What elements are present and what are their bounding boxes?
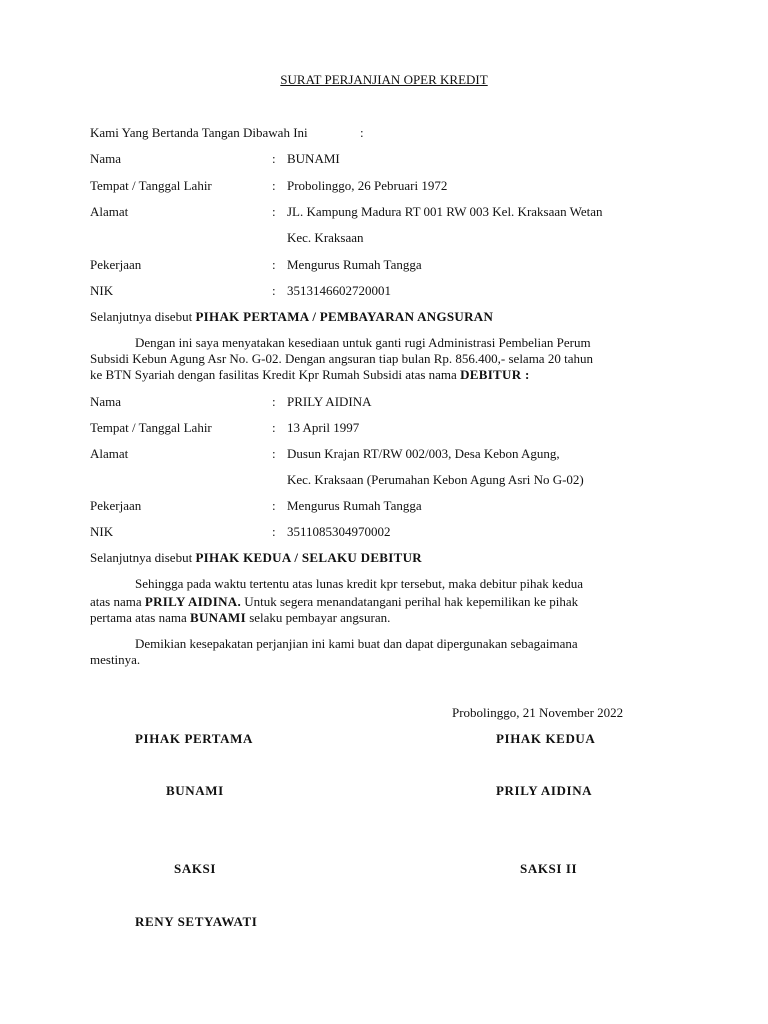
closing-line: mestinya. [90, 652, 141, 667]
agreement-line: Sehingga pada waktu tertentu atas lunas kredit kpr tersebut, maka debitur pihak kedua [135, 576, 583, 591]
party2-job-label: Pekerjaan [90, 498, 142, 513]
statement-line: Dengan ini saya menyatakan kesediaan untuk ganti rugi Administrasi Pembelian Perum [135, 335, 591, 350]
agreement-line [90, 594, 578, 610]
party1-nik-label: NIK [90, 283, 114, 298]
debitur-label: DEBITUR : [460, 367, 530, 382]
statement-line-text: ke BTN Syariah dengan fasilitas Kredit Kpr Rumah Subsidi atas nama [90, 367, 457, 382]
colon: : [272, 524, 276, 539]
witness1-name: RENY SETYAWATI [135, 914, 258, 929]
designation-prefix: Selanjutnya disebut [90, 550, 193, 565]
agreement-text: pertama atas nama [90, 610, 187, 625]
place-date: Probolinggo, 21 November 2022 [452, 705, 624, 720]
party1-address-label: Alamat [90, 204, 129, 219]
party2-designation-title: PIHAK KEDUA / SELAKU DEBITUR [195, 550, 422, 565]
party2-nik-value: 3511085304970002 [287, 524, 391, 539]
colon: : [272, 420, 276, 435]
left-signatory-name: BUNAMI [166, 783, 224, 798]
party2-nik-label: NIK [90, 524, 114, 539]
colon: : [272, 178, 276, 193]
party1-designation-title: PIHAK PERTAMA / PEMBAYARAN ANGSURAN [195, 309, 494, 324]
party2-designation [90, 550, 422, 566]
party2-address-label: Alamat [90, 446, 129, 461]
statement-line: Subsidi Kebun Agung Asr No. G-02. Dengan angsuran tiap bulan Rp. 856.400,- selama 20 tahun [90, 351, 593, 366]
payer-name: BUNAMI [189, 610, 246, 625]
party1-job-label: Pekerjaan [90, 257, 142, 272]
party2-name-label: Nama [90, 394, 122, 409]
agreement-text: atas nama [90, 594, 142, 609]
designation-prefix: Selanjutnya disebut [90, 309, 193, 324]
closing-line: Demikian kesepakatan perjanjian ini kami buat dan dapat dipergunakan sebagaimana [135, 636, 578, 651]
party1-address-value-line2: Kec. Kraksaan [287, 230, 364, 245]
party1-designation [90, 309, 493, 325]
agreement-text: selaku pembayar angsuran. [249, 610, 391, 625]
colon: : [272, 498, 276, 513]
colon: : [272, 446, 276, 461]
colon: : [272, 394, 276, 409]
colon: : [272, 283, 276, 298]
agreement-text: Untuk segera menandatangani perihal hak kepemilikan ke pihak [244, 594, 579, 609]
party1-birth-value: Probolinggo, 26 Pebruari 1972 [287, 178, 448, 193]
party2-address-value: Dusun Krajan RT/RW 002/003, Desa Kebon Agung, [287, 446, 560, 461]
left-signatory-role: PIHAK PERTAMA [135, 731, 253, 746]
party1-nik-value: 3513146602720001 [287, 283, 391, 298]
party1-name-value: BUNAMI [287, 151, 340, 166]
colon: : [272, 151, 276, 166]
party2-birth-label: Tempat / Tanggal Lahir [90, 420, 212, 435]
party2-birth-value: 13 April 1997 [287, 420, 360, 435]
party1-name-label: Nama [90, 151, 122, 166]
debtor-name: PRILY AIDINA. [144, 594, 241, 609]
colon: : [272, 204, 276, 219]
agreement-line [90, 610, 390, 626]
statement-line [90, 367, 530, 383]
document-title: SURAT PERJANJIAN OPER KREDIT [280, 72, 488, 87]
colon: : [272, 257, 276, 272]
right-signatory-role: PIHAK KEDUA [496, 731, 596, 746]
party2-address-value-line2: Kec. Kraksaan (Perumahan Kebon Agung Asri No G-02) [287, 472, 584, 487]
right-signatory-name: PRILY AIDINA [496, 783, 593, 798]
witness2-role: SAKSI II [520, 861, 578, 876]
party1-birth-label: Tempat / Tanggal Lahir [90, 178, 212, 193]
party2-job-value: Mengurus Rumah Tangga [287, 498, 422, 513]
party2-name-value: PRILY AIDINA [287, 394, 372, 409]
witness1-role: SAKSI [174, 861, 217, 876]
intro-text: Kami Yang Bertanda Tangan Dibawah Ini [90, 125, 308, 140]
party1-address-value: JL. Kampung Madura RT 001 RW 003 Kel. Kraksaan Wetan [287, 204, 603, 219]
party1-job-value: Mengurus Rumah Tangga [287, 257, 422, 272]
intro-colon: : [360, 125, 364, 140]
